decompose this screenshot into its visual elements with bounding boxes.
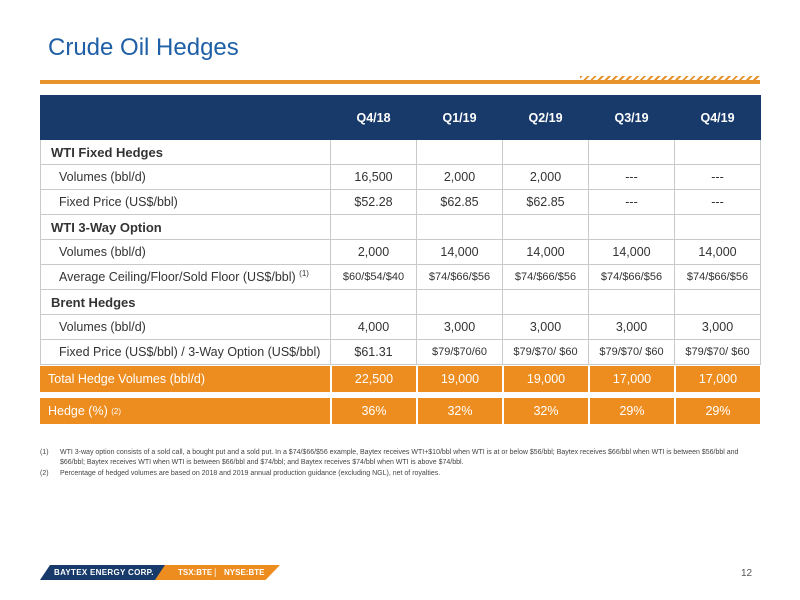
hedge-pct-label	[40, 398, 330, 424]
table-row	[41, 315, 761, 340]
section-row	[41, 290, 761, 315]
table-cell: 2,000	[503, 165, 589, 190]
tsx-ticker: TSX:BTE	[178, 568, 213, 577]
footnote-marker: (1)	[299, 269, 309, 279]
page-title: Crude Oil Hedges	[48, 34, 239, 61]
table-cell: $74/$66/$56	[589, 265, 675, 290]
table-row	[41, 240, 761, 265]
table-cell: ---	[589, 165, 675, 190]
table-cell: 2,000	[331, 240, 417, 265]
hedge-pct-cell: 32%	[416, 398, 502, 424]
hedge-pct-cell: 29%	[674, 398, 760, 424]
total-cell: 17,000	[588, 366, 674, 392]
row-label-text: Average Ceiling/Floor/Sold Floor (US$/bbl)	[59, 270, 296, 285]
column-header: Q3/19	[589, 96, 675, 140]
row-label: Volumes (bbl/d)	[41, 315, 331, 340]
table-row	[41, 265, 761, 290]
table-cell: $74/$66/$56	[675, 265, 761, 290]
table-cell: $79/$70/ $60	[503, 340, 589, 365]
row-label	[41, 265, 331, 290]
footnote-text: WTI 3-way option consists of a sold call, a bought put and a sold put. In a $74/$66/$56 example, Baytex receives WTI+$10/bbl when WTI is at or below $56/bbl; Baytex receives $66/bbl when WTI is between $56/bbl and $66/bbl; Baytex receives WTI when WTI is between $66/bbl and $74/bbl; and Baytex receives $74/bbl when WTI is above $74/bbl.	[60, 449, 739, 466]
hedge-table-container	[40, 95, 760, 365]
table-cell: 14,000	[417, 240, 503, 265]
footnote	[40, 469, 760, 479]
row-label: Volumes (bbl/d)	[41, 165, 331, 190]
section-row	[41, 215, 761, 240]
company-logo-text: BAYTEX ENERGY CORP.	[54, 568, 154, 577]
ticker-separator: |	[214, 567, 217, 577]
table-cell: $74/$66/$56	[503, 265, 589, 290]
hedge-percent-row	[40, 398, 760, 424]
column-header: Q1/19	[417, 96, 503, 140]
table-cell: $61.31	[331, 340, 417, 365]
table-cell: $62.85	[503, 190, 589, 215]
total-cell: 22,500	[330, 366, 416, 392]
table-cell: 14,000	[589, 240, 675, 265]
hedge-pct-cell: 29%	[588, 398, 674, 424]
page-number: 12	[741, 568, 753, 579]
table-cell: 14,000	[675, 240, 761, 265]
table-cell: $79/$70/60	[417, 340, 503, 365]
section-label: Brent Hedges	[41, 290, 331, 315]
title-rule	[40, 80, 760, 84]
table-row	[41, 340, 761, 365]
table-cell: $74/$66/$56	[417, 265, 503, 290]
column-header: Q4/19	[675, 96, 761, 140]
section-label: WTI 3-Way Option	[41, 215, 331, 240]
table-cell: $60/$54/$40	[331, 265, 417, 290]
table-cell: $79/$70/ $60	[675, 340, 761, 365]
footnote-text: Percentage of hedged volumes are based on 2018 and 2019 annual production guidance (excluding NGL), net of royalties.	[60, 470, 441, 477]
total-label: Total Hedge Volumes (bbl/d)	[48, 372, 206, 386]
table-cell: $52.28	[331, 190, 417, 215]
table-cell: ---	[589, 190, 675, 215]
table-cell: 16,500	[331, 165, 417, 190]
table-header-row	[41, 96, 761, 140]
table-cell: ---	[675, 190, 761, 215]
table-cell: ---	[675, 165, 761, 190]
total-cell: 17,000	[674, 366, 760, 392]
row-label: Fixed Price (US$/bbl)	[41, 190, 331, 215]
table-cell: $79/$70/ $60	[589, 340, 675, 365]
row-label: Fixed Price (US$/bbl) / 3-Way Option (US$/bbl)	[41, 340, 331, 365]
table-cell: 14,000	[503, 240, 589, 265]
table-cell: 4,000	[331, 315, 417, 340]
column-header: Q4/18	[331, 96, 417, 140]
table-cell: 3,000	[589, 315, 675, 340]
hedge-pct-label-text: Hedge (%)	[48, 404, 108, 418]
total-cell: 19,000	[502, 366, 588, 392]
footnote-marker: (2)	[111, 406, 122, 416]
header-corner	[41, 96, 331, 140]
column-header: Q2/19	[503, 96, 589, 140]
footnote	[40, 448, 760, 467]
table-row	[41, 165, 761, 190]
section-row	[41, 140, 761, 165]
hedge-table	[40, 95, 761, 365]
footnotes	[40, 448, 760, 481]
row-label: Volumes (bbl/d)	[41, 240, 331, 265]
table-cell: 3,000	[417, 315, 503, 340]
table-cell: 3,000	[675, 315, 761, 340]
total-hedge-volumes-row	[40, 366, 760, 392]
table-cell: 2,000	[417, 165, 503, 190]
nyse-ticker: NYSE:BTE	[224, 568, 265, 577]
table-cell: $62.85	[417, 190, 503, 215]
footer-banner	[40, 565, 280, 580]
table-row	[41, 190, 761, 215]
table-cell: 3,000	[503, 315, 589, 340]
total-cell: 19,000	[416, 366, 502, 392]
hedge-pct-cell: 36%	[330, 398, 416, 424]
section-label: WTI Fixed Hedges	[41, 140, 331, 165]
footnote-number: (2)	[40, 470, 49, 477]
hedge-pct-cell: 32%	[502, 398, 588, 424]
footnote-number: (1)	[40, 449, 49, 456]
